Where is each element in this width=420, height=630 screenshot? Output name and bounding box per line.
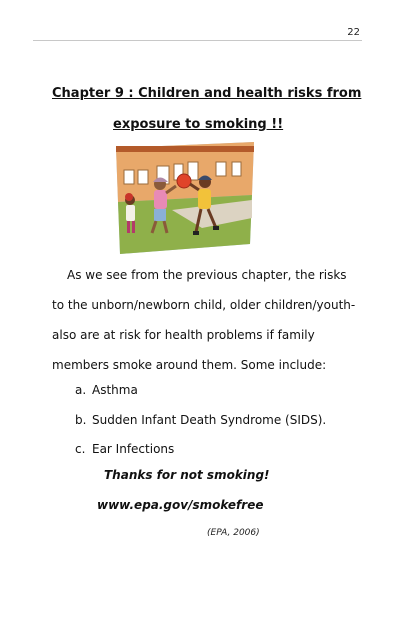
paragraph-line-3: also are at risk for health problems if family bbox=[52, 328, 315, 342]
list-marker: c. bbox=[75, 442, 86, 456]
list-marker: b. bbox=[75, 413, 87, 427]
thanks-message: Thanks for not smoking! bbox=[104, 468, 270, 482]
list-item bbox=[75, 383, 138, 397]
list-item-text: Sudden Infant Death Syndrome (SIDS). bbox=[92, 413, 327, 427]
chapter-title-line-1: Chapter 9 : Children and health risks from bbox=[52, 86, 362, 101]
paragraph-line-1: As we see from the previous chapter, the risks bbox=[67, 268, 347, 282]
paragraph-line-4: members smoke around them. Some include: bbox=[52, 358, 327, 372]
paragraph-line-2: to the unborn/newborn child, older children/youth- bbox=[52, 298, 356, 312]
ball bbox=[177, 174, 191, 188]
list-item bbox=[75, 413, 326, 427]
list-item bbox=[75, 442, 174, 456]
header-rule bbox=[33, 40, 362, 41]
citation: (EPA, 2006) bbox=[207, 528, 260, 538]
chapter-title-line-2: exposure to smoking !! bbox=[113, 117, 284, 132]
list-marker: a. bbox=[75, 383, 87, 397]
smokefree-url: www.epa.gov/smokefree bbox=[97, 498, 264, 512]
page-number: 22 bbox=[347, 27, 360, 38]
list-item-text: Asthma bbox=[92, 383, 138, 397]
list-item-text: Ear Infections bbox=[92, 442, 175, 456]
children-playing-ball-illustration bbox=[112, 140, 257, 258]
